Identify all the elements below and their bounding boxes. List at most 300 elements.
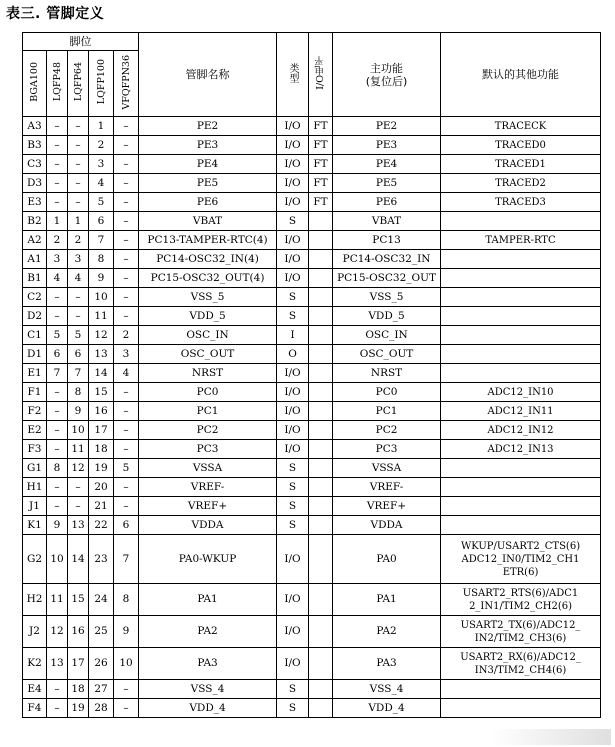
cell-vfqfpn36: – (114, 402, 139, 421)
table-row (23, 174, 601, 193)
cell-lqfp100: 2 (89, 136, 114, 155)
cell-lqfp48: 6 (47, 345, 68, 364)
cell-vfqfpn36: – (114, 383, 139, 402)
cell-other-functions: ADC12_IN11 (441, 402, 601, 421)
cell-lqfp64: 5 (68, 326, 89, 345)
io-level-header (309, 33, 333, 117)
cell-pin-name: VSSA (139, 459, 277, 478)
cell-bga100: E4 (23, 680, 47, 699)
pin-definition-table (22, 32, 601, 718)
cell-io-level (309, 383, 333, 402)
cell-bga100: A3 (23, 117, 47, 136)
cell-bga100: G2 (23, 535, 47, 584)
cell-main-function: VDD_4 (333, 699, 441, 718)
cell-pin-name: VDD_5 (139, 307, 277, 326)
cell-lqfp100: 20 (89, 478, 114, 497)
cell-io-level (309, 364, 333, 383)
cell-lqfp48: 5 (47, 326, 68, 345)
cell-lqfp100: 16 (89, 402, 114, 421)
cell-vfqfpn36: – (114, 421, 139, 440)
cell-type: I/O (277, 535, 309, 584)
cell-lqfp100: 17 (89, 421, 114, 440)
table-row (23, 136, 601, 155)
cell-lqfp48: 8 (47, 459, 68, 478)
cell-bga100: H1 (23, 478, 47, 497)
table-row (23, 231, 601, 250)
table-row (23, 478, 601, 497)
cell-vfqfpn36: – (114, 155, 139, 174)
cell-other-functions: WKUP/USART2_CTS(6) ADC12_IN0/TIM2_CH1 ETR(6) (441, 535, 601, 584)
cell-main-function: PC13 (333, 231, 441, 250)
cell-bga100: A2 (23, 231, 47, 250)
cell-pin-name: VDDA (139, 516, 277, 535)
cell-vfqfpn36: – (114, 269, 139, 288)
cell-main-function: NRST (333, 364, 441, 383)
cell-bga100: F1 (23, 383, 47, 402)
cell-lqfp100: 28 (89, 699, 114, 718)
cell-lqfp64: 18 (68, 680, 89, 699)
cell-bga100: J2 (23, 616, 47, 648)
cell-lqfp100: 10 (89, 288, 114, 307)
table-row (23, 459, 601, 478)
table-row (23, 584, 601, 616)
cell-lqfp48: – (47, 155, 68, 174)
cell-bga100: F3 (23, 440, 47, 459)
cell-main-function: PA2 (333, 616, 441, 648)
cell-type: O (277, 345, 309, 364)
cell-pin-name: VDD_4 (139, 699, 277, 718)
cell-bga100: D1 (23, 345, 47, 364)
cell-lqfp100: 23 (89, 535, 114, 584)
cell-pin-name: PC2 (139, 421, 277, 440)
cell-lqfp100: 24 (89, 584, 114, 616)
cell-type: I/O (277, 383, 309, 402)
cell-vfqfpn36: 9 (114, 616, 139, 648)
cell-pin-name: NRST (139, 364, 277, 383)
cell-type: S (277, 212, 309, 231)
cell-lqfp64: – (68, 136, 89, 155)
cell-lqfp64: 2 (68, 231, 89, 250)
cell-main-function: VBAT (333, 212, 441, 231)
cell-vfqfpn36: – (114, 231, 139, 250)
cell-pin-name: PC1 (139, 402, 277, 421)
cell-vfqfpn36: – (114, 212, 139, 231)
cell-io-level (309, 307, 333, 326)
cell-lqfp64: 12 (68, 459, 89, 478)
cell-lqfp48: 9 (47, 516, 68, 535)
cell-main-function: PC2 (333, 421, 441, 440)
cell-main-function: VDD_5 (333, 307, 441, 326)
cell-lqfp48: – (47, 288, 68, 307)
cell-main-function: PC14-OSC32_IN (333, 250, 441, 269)
cell-vfqfpn36: – (114, 478, 139, 497)
cell-main-function: PE3 (333, 136, 441, 155)
cell-lqfp48: – (47, 193, 68, 212)
cell-type: I/O (277, 584, 309, 616)
cell-pin-name: PC0 (139, 383, 277, 402)
cell-io-level (309, 616, 333, 648)
cell-io-level (309, 459, 333, 478)
cell-other-functions (441, 250, 601, 269)
cell-main-function: PC15-OSC32_OUT (333, 269, 441, 288)
cell-lqfp48: 1 (47, 212, 68, 231)
table-body (23, 117, 601, 718)
cell-lqfp48: – (47, 117, 68, 136)
cell-bga100: A1 (23, 250, 47, 269)
cell-pin-name: VBAT (139, 212, 277, 231)
cell-lqfp64: – (68, 288, 89, 307)
cell-lqfp48: – (47, 383, 68, 402)
cell-main-function: VREF+ (333, 497, 441, 516)
cell-lqfp64: 11 (68, 440, 89, 459)
cell-lqfp48: – (47, 421, 68, 440)
cell-main-function: VSSA (333, 459, 441, 478)
cell-type: S (277, 516, 309, 535)
cell-lqfp64: 19 (68, 699, 89, 718)
cell-bga100: B2 (23, 212, 47, 231)
cell-vfqfpn36: 4 (114, 364, 139, 383)
watermark-corner (491, 729, 611, 745)
cell-type: I/O (277, 174, 309, 193)
cell-lqfp48: – (47, 174, 68, 193)
table-row (23, 307, 601, 326)
cell-type: S (277, 459, 309, 478)
cell-main-function: OSC_OUT (333, 345, 441, 364)
cell-io-level (309, 421, 333, 440)
cell-type: I/O (277, 421, 309, 440)
cell-main-function: PC3 (333, 440, 441, 459)
cell-io-level (309, 402, 333, 421)
type-header (277, 33, 309, 117)
cell-lqfp64: 10 (68, 421, 89, 440)
cell-lqfp48: – (47, 478, 68, 497)
cell-other-functions (441, 478, 601, 497)
cell-lqfp64: – (68, 174, 89, 193)
cell-type: I (277, 326, 309, 345)
cell-main-function: PE4 (333, 155, 441, 174)
cell-lqfp48: 13 (47, 648, 68, 680)
cell-vfqfpn36: 5 (114, 459, 139, 478)
cell-pin-name: VSS_4 (139, 680, 277, 699)
cell-vfqfpn36: – (114, 497, 139, 516)
cell-main-function: PA1 (333, 584, 441, 616)
cell-pin-name: PE2 (139, 117, 277, 136)
cell-bga100: F4 (23, 699, 47, 718)
cell-vfqfpn36: – (114, 174, 139, 193)
cell-lqfp64: 6 (68, 345, 89, 364)
cell-other-functions (441, 459, 601, 478)
cell-bga100: E3 (23, 193, 47, 212)
table-row (23, 497, 601, 516)
cell-vfqfpn36: 10 (114, 648, 139, 680)
cell-lqfp100: 21 (89, 497, 114, 516)
cell-lqfp100: 7 (89, 231, 114, 250)
cell-pin-name: PC15-OSC32_OUT(4) (139, 269, 277, 288)
cell-lqfp64: 15 (68, 584, 89, 616)
pin-name-header: 管脚名称 (139, 33, 277, 117)
cell-type: I/O (277, 250, 309, 269)
cell-main-function: OSC_IN (333, 326, 441, 345)
cell-bga100: H2 (23, 584, 47, 616)
cell-lqfp100: 3 (89, 155, 114, 174)
package-header-lqfp100: LQFP100 (89, 51, 114, 117)
table-row (23, 535, 601, 584)
cell-other-functions: TRACED0 (441, 136, 601, 155)
package-header-vfqfpn36: VFQFPN36 (114, 51, 139, 117)
cell-bga100: F2 (23, 402, 47, 421)
cell-lqfp64: 3 (68, 250, 89, 269)
cell-pin-name: PE3 (139, 136, 277, 155)
table-row (23, 421, 601, 440)
cell-main-function: PE5 (333, 174, 441, 193)
table-row (23, 516, 601, 535)
cell-lqfp100: 18 (89, 440, 114, 459)
cell-type: S (277, 307, 309, 326)
cell-io-level: FT (309, 117, 333, 136)
cell-type: S (277, 680, 309, 699)
cell-pin-name: OSC_IN (139, 326, 277, 345)
cell-vfqfpn36: – (114, 307, 139, 326)
cell-io-level (309, 269, 333, 288)
table-row (23, 269, 601, 288)
cell-bga100: B1 (23, 269, 47, 288)
cell-pin-name: PA0-WKUP (139, 535, 277, 584)
cell-lqfp48: – (47, 699, 68, 718)
cell-lqfp100: 25 (89, 616, 114, 648)
cell-other-functions (441, 497, 601, 516)
cell-other-functions (441, 345, 601, 364)
cell-vfqfpn36: 7 (114, 535, 139, 584)
cell-vfqfpn36: 2 (114, 326, 139, 345)
cell-type: I/O (277, 136, 309, 155)
table-row (23, 364, 601, 383)
cell-bga100: B3 (23, 136, 47, 155)
table-row (23, 326, 601, 345)
package-header-lqfp48: LQFP48 (47, 51, 68, 117)
cell-main-function: PC0 (333, 383, 441, 402)
cell-other-functions (441, 212, 601, 231)
cell-pin-name: PE4 (139, 155, 277, 174)
type-header-text: 类型 (287, 63, 299, 83)
cell-type: S (277, 497, 309, 516)
cell-main-function: VREF- (333, 478, 441, 497)
io-level-header-text: I/O电平 (315, 56, 327, 90)
cell-other-functions (441, 699, 601, 718)
cell-io-level: FT (309, 136, 333, 155)
cell-lqfp100: 4 (89, 174, 114, 193)
cell-lqfp48: 4 (47, 269, 68, 288)
cell-io-level (309, 497, 333, 516)
cell-other-functions: ADC12_IN13 (441, 440, 601, 459)
cell-io-level: FT (309, 193, 333, 212)
cell-type: S (277, 699, 309, 718)
cell-type: S (277, 288, 309, 307)
package-header-bga100: BGA100 (23, 51, 47, 117)
cell-pin-name: PA1 (139, 584, 277, 616)
cell-lqfp100: 13 (89, 345, 114, 364)
cell-type: I/O (277, 402, 309, 421)
cell-main-function: PE2 (333, 117, 441, 136)
cell-type: I/O (277, 616, 309, 648)
cell-lqfp100: 5 (89, 193, 114, 212)
cell-lqfp48: 2 (47, 231, 68, 250)
cell-type: I/O (277, 364, 309, 383)
cell-other-functions: TAMPER-RTC (441, 231, 601, 250)
cell-lqfp100: 26 (89, 648, 114, 680)
cell-main-function: PA0 (333, 535, 441, 584)
cell-io-level (309, 250, 333, 269)
cell-other-functions (441, 326, 601, 345)
cell-pin-name: PC3 (139, 440, 277, 459)
cell-main-function: PA3 (333, 648, 441, 680)
cell-vfqfpn36: 6 (114, 516, 139, 535)
cell-pin-name: VREF- (139, 478, 277, 497)
package-header-lqfp64: LQFP64 (68, 51, 89, 117)
cell-lqfp64: 8 (68, 383, 89, 402)
cell-io-level (309, 231, 333, 250)
cell-pin-name: VSS_5 (139, 288, 277, 307)
cell-other-functions: TRACED1 (441, 155, 601, 174)
cell-io-level (309, 699, 333, 718)
cell-lqfp48: 12 (47, 616, 68, 648)
cell-type: I/O (277, 231, 309, 250)
table-row (23, 680, 601, 699)
table-row (23, 699, 601, 718)
cell-io-level (309, 440, 333, 459)
cell-lqfp48: – (47, 136, 68, 155)
cell-lqfp100: 27 (89, 680, 114, 699)
table-row (23, 383, 601, 402)
cell-other-functions: USART2_RX(6)/ADC12_ IN3/TIM2_CH4(6) (441, 648, 601, 680)
cell-other-functions: TRACED3 (441, 193, 601, 212)
cell-pin-name: PA2 (139, 616, 277, 648)
cell-lqfp64: 17 (68, 648, 89, 680)
cell-other-functions (441, 269, 601, 288)
cell-vfqfpn36: – (114, 288, 139, 307)
cell-io-level (309, 584, 333, 616)
cell-lqfp48: 10 (47, 535, 68, 584)
cell-bga100: G1 (23, 459, 47, 478)
cell-lqfp100: 6 (89, 212, 114, 231)
cell-lqfp64: 14 (68, 535, 89, 584)
cell-io-level (309, 326, 333, 345)
cell-other-functions (441, 680, 601, 699)
table-row (23, 193, 601, 212)
cell-lqfp100: 19 (89, 459, 114, 478)
cell-pin-name: OSC_OUT (139, 345, 277, 364)
main-function-header: 主功能 (复位后) (333, 33, 441, 117)
table-row (23, 345, 601, 364)
cell-lqfp100: 8 (89, 250, 114, 269)
cell-lqfp64: 16 (68, 616, 89, 648)
cell-bga100: J1 (23, 497, 47, 516)
cell-main-function: PC1 (333, 402, 441, 421)
cell-io-level: FT (309, 155, 333, 174)
cell-lqfp48: – (47, 497, 68, 516)
table-row (23, 155, 601, 174)
cell-bga100: K1 (23, 516, 47, 535)
table-row (23, 288, 601, 307)
cell-lqfp64: 9 (68, 402, 89, 421)
cell-type: I/O (277, 648, 309, 680)
cell-type: I/O (277, 269, 309, 288)
cell-io-level: FT (309, 174, 333, 193)
cell-bga100: C3 (23, 155, 47, 174)
cell-main-function: VSS_4 (333, 680, 441, 699)
table-row (23, 117, 601, 136)
cell-pin-name: VREF+ (139, 497, 277, 516)
cell-vfqfpn36: 3 (114, 345, 139, 364)
cell-io-level (309, 516, 333, 535)
table-header (23, 33, 601, 117)
cell-lqfp48: – (47, 680, 68, 699)
cell-bga100: E2 (23, 421, 47, 440)
table-row (23, 648, 601, 680)
cell-pin-name: PE6 (139, 193, 277, 212)
cell-io-level (309, 478, 333, 497)
cell-lqfp64: 13 (68, 516, 89, 535)
cell-io-level (309, 212, 333, 231)
cell-vfqfpn36: – (114, 117, 139, 136)
cell-vfqfpn36: – (114, 680, 139, 699)
cell-lqfp100: 12 (89, 326, 114, 345)
cell-other-functions: TRACED2 (441, 174, 601, 193)
cell-lqfp64: – (68, 155, 89, 174)
cell-main-function: PE6 (333, 193, 441, 212)
cell-lqfp64: – (68, 497, 89, 516)
cell-pin-name: PA3 (139, 648, 277, 680)
cell-lqfp48: – (47, 402, 68, 421)
cell-type: S (277, 478, 309, 497)
cell-lqfp100: 1 (89, 117, 114, 136)
cell-bga100: K2 (23, 648, 47, 680)
cell-main-function: VDDA (333, 516, 441, 535)
cell-bga100: D3 (23, 174, 47, 193)
cell-lqfp64: – (68, 193, 89, 212)
table-caption: 表三. 管脚定义 (6, 6, 105, 22)
cell-lqfp100: 11 (89, 307, 114, 326)
cell-lqfp48: 7 (47, 364, 68, 383)
cell-vfqfpn36: – (114, 699, 139, 718)
cell-vfqfpn36: – (114, 440, 139, 459)
cell-pin-name: PE5 (139, 174, 277, 193)
cell-lqfp48: – (47, 307, 68, 326)
cell-lqfp64: – (68, 307, 89, 326)
cell-type: I/O (277, 155, 309, 174)
cell-type: I/O (277, 117, 309, 136)
cell-io-level (309, 288, 333, 307)
cell-other-functions: USART2_TX(6)/ADC12_ IN2/TIM2_CH3(6) (441, 616, 601, 648)
cell-vfqfpn36: 8 (114, 584, 139, 616)
cell-lqfp64: 4 (68, 269, 89, 288)
cell-lqfp48: 11 (47, 584, 68, 616)
cell-other-functions: ADC12_IN10 (441, 383, 601, 402)
cell-other-functions: USART2_RTS(6)/ADC1 2_IN1/TIM2_CH2(6) (441, 584, 601, 616)
table-row (23, 402, 601, 421)
cell-io-level (309, 345, 333, 364)
pin-group-header: 脚位 (23, 33, 139, 51)
cell-lqfp100: 15 (89, 383, 114, 402)
cell-bga100: C1 (23, 326, 47, 345)
cell-vfqfpn36: – (114, 136, 139, 155)
cell-other-functions: TRACECK (441, 117, 601, 136)
cell-vfqfpn36: – (114, 193, 139, 212)
cell-io-level (309, 535, 333, 584)
cell-io-level (309, 680, 333, 699)
cell-lqfp64: 1 (68, 212, 89, 231)
cell-other-functions: ADC12_IN12 (441, 421, 601, 440)
cell-pin-name: PC13-TAMPER-RTC(4) (139, 231, 277, 250)
